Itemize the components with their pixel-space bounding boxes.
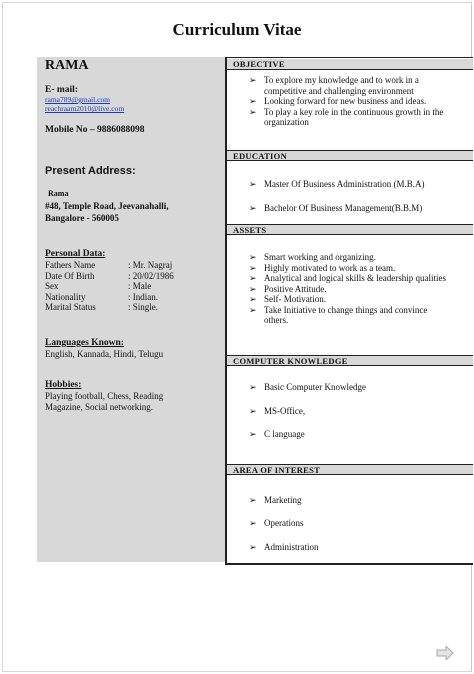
bullet-icon: ➢ [249,203,257,213]
list-item: ➢ Looking forward for new business and ideas. [249,96,427,106]
section-header-area-of-interest: AREA OF INTEREST [227,464,473,475]
list-item: ➢ Highly motivated to work as a team. [249,262,396,273]
list-item: ➢ To explore my knowledge and to work in a competitive and challenging environment [249,75,419,96]
list-item: ➢ Self- Motivation. [249,294,326,304]
bullet-icon: ➢ [249,273,257,283]
list-item: ➢ MS-Office, [249,406,306,416]
next-arrow-icon[interactable] [436,646,454,660]
bullet-icon: ➢ [249,294,257,304]
hobbies-label: Hobbies: [45,380,82,390]
bullet-icon: ➢ [249,283,257,294]
list-item: ➢ Marketing [249,495,302,505]
personal-row [45,302,174,313]
present-address-label: Present Address: [45,165,136,177]
bullet-icon: ➢ [249,179,257,189]
bullet-icon: ➢ [249,304,257,315]
section-header-education: EDUCATION [227,150,473,161]
list-item: ➢ To play a key role in the continuous growth in the organization [249,106,444,127]
bullet-icon: ➢ [249,382,257,392]
bullet-icon: ➢ [249,96,257,106]
objective-list [249,75,471,128]
personal-key: Marital Status [45,302,96,312]
bullet-icon: ➢ [249,429,257,439]
address-line: Rama [48,189,69,198]
bullet-icon: ➢ [249,262,257,273]
personal-value: : Male [128,281,152,291]
candidate-name: RAMA [45,58,89,73]
address-line: #48, Temple Road, Jeevanahalli, [45,201,169,211]
list-item: ➢ Basic Computer Knowledge [249,382,366,392]
personal-data-list [45,260,174,313]
bullet-icon: ➢ [249,495,257,505]
address-line: Bangalore - 560005 [45,213,119,223]
address-block [45,188,169,224]
personal-value: : Mr. Nagraj [128,260,173,270]
personal-row [45,281,174,292]
personal-key: Nationality [45,291,86,302]
bullet-icon: ➢ [249,518,257,528]
assets-list [249,252,471,326]
list-item: ➢ Administration [249,542,319,552]
email-link-1[interactable]: rama789@gmail.com [45,95,111,104]
personal-row [45,271,174,282]
hobbies-value [45,391,163,412]
personal-key: Date Of Birth [45,270,95,281]
personal-row [45,260,174,271]
list-item: ➢ Smart working and organizing. [249,252,376,262]
mobile-number: Mobile No – 9886088098 [45,125,145,135]
section-header-assets: ASSETS [227,224,473,235]
bullet-icon: ➢ [249,406,257,416]
right-panel [225,57,473,565]
section-header-objective: OBJECTIVE [227,59,473,70]
list-item: ➢ Analytical and logical skills & leadership qualities [249,273,446,283]
personal-value: : Indian. [128,291,158,302]
email-link-2[interactable]: reachraam2010@live.com [45,104,125,113]
hobbies-line: Magazine, Social networking. [45,401,153,412]
languages-value: English, Kannada, Hindi, Telugu [45,349,164,359]
left-panel [37,57,225,562]
list-item: ➢ Master Of Business Administration (M.B.A) [249,179,425,189]
personal-row [45,292,174,303]
personal-value: : Single. [128,302,159,312]
personal-value: : 20/02/1986 [128,270,174,281]
list-item: ➢ Bachelor Of Business Management(B.B.M) [249,203,423,213]
list-item: ➢ C language [249,429,305,439]
personal-key: Sex [45,281,59,291]
list-item: ➢ Operations [249,518,304,528]
page-title: Curriculum Vitae [172,20,302,39]
bullet-icon: ➢ [249,252,257,262]
bullet-icon: ➢ [249,106,257,117]
bullet-icon: ➢ [249,542,257,552]
email-label: E- mail: [45,85,78,95]
bullet-icon: ➢ [249,75,257,85]
section-header-computer-knowledge: COMPUTER KNOWLEDGE [227,355,473,366]
hobbies-line: Playing football, Chess, Reading [45,391,164,401]
list-item: ➢ Positive Attitude. [249,283,327,294]
list-item: ➢ Take Initiative to change things and convince others. [249,304,428,325]
personal-key: Fathers Name [45,260,96,270]
personal-data-label: Personal Data: [45,249,106,259]
languages-label: Languages Known: [45,338,124,348]
